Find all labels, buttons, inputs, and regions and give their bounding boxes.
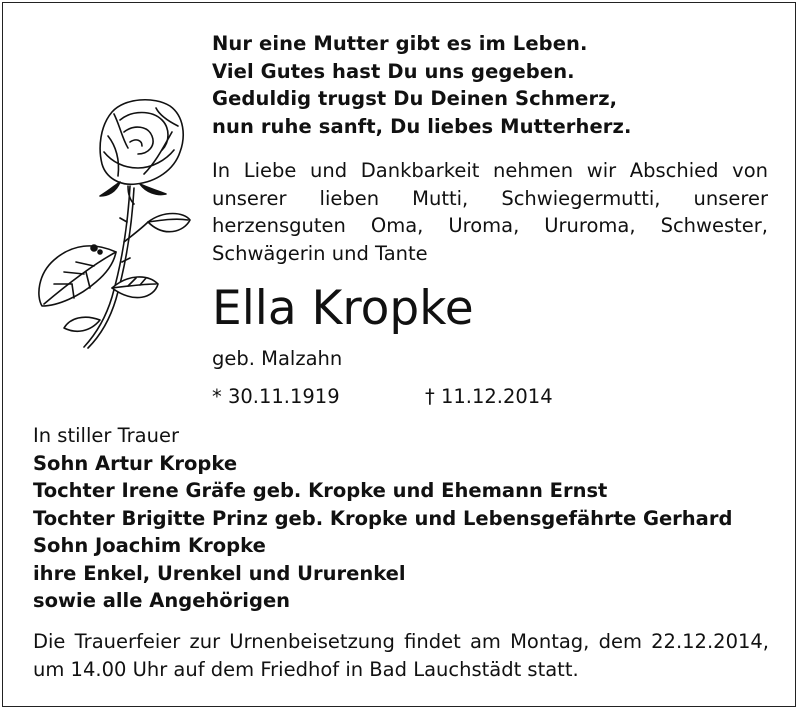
mourner-entry: Tochter Brigitte Prinz geb. Kropke und Lebensgefährte Gerhard — [33, 506, 733, 530]
poem-line: nun ruhe sanft, Du liebes Mutterherz. — [212, 114, 632, 138]
poem-line: Geduldig trugst Du Deinen Schmerz, — [212, 87, 618, 110]
mourner-entry: Tochter Irene Gräfe geb. Kropke und Ehemann Ernst — [33, 479, 608, 502]
rose-icon — [24, 92, 194, 352]
farewell-text: In Liebe und Dankbarkeit nehmen wir Abschied von unserer lieben Mutti, Schwiegermutti, unserer herzensguten Oma, Uroma, Ururoma, Schwester, Schwägerin und Tante — [212, 159, 768, 265]
birth-date: * 30.11.1919 — [212, 385, 340, 408]
death-date: † 11.12.2014 — [425, 385, 553, 408]
mourner-entry: Sohn Joachim Kropke — [33, 534, 266, 557]
maiden-name: geb. Malzahn — [212, 347, 343, 370]
funeral-service-info: Die Trauerfeier zur Urnenbeisetzung findet am Montag, dem 22.12.2014, um 14.00 Uhr auf dem Friedhof in Bad Lauchstädt statt. — [33, 630, 769, 681]
deceased-name: Ella Kropke — [212, 281, 474, 336]
mourners-heading: In stiller Trauer — [33, 424, 179, 447]
poem — [212, 30, 631, 140]
poem-line: Viel Gutes hast Du uns gegeben. — [212, 59, 575, 83]
mourner-entry: ihre Enkel, Urenkel und Ururenkel — [33, 561, 406, 585]
mourners-list — [33, 422, 732, 615]
mourner-entry: Sohn Artur Kropke — [33, 451, 238, 475]
poem-line: Nur eine Mutter gibt es im Leben. — [212, 32, 588, 55]
mourner-entry: sowie alle Angehörigen — [33, 589, 291, 612]
